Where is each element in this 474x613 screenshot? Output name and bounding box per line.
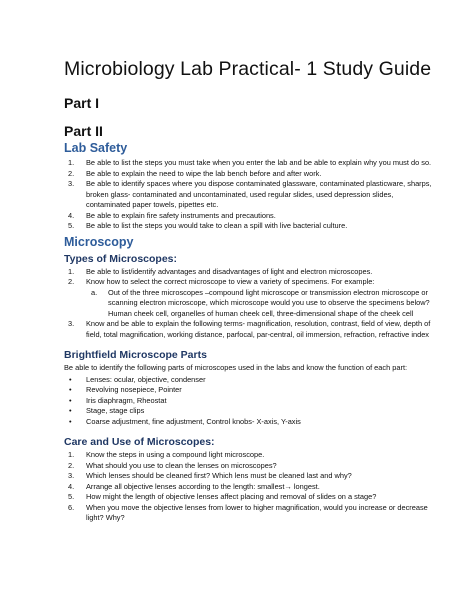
sub-list-item: a. Out of the three microscopes –compound light microscope or transmission electron microscope or scanning electron microscope, which microscope would you use to observe the specimens below? Human cheek cell, organelles of human cheek cell, three-dimensional shape of the cheek cell [91, 287, 430, 318]
list-item: 4. Be able to explain fire safety instruments and precautions. [68, 210, 276, 220]
list-item: • Iris diaphragm, Rheostat [69, 395, 167, 405]
list-item: 2. Know how to select the correct microscope to view a variety of specimens. For example: [68, 277, 375, 286]
types-list [64, 267, 432, 341]
list-item: 5. How might the length of objective lenses affect placing and removal of slides on a stage? [68, 492, 377, 501]
bullet-icon: • [69, 374, 72, 384]
microscopy-heading: Microscopy [64, 234, 134, 249]
list-item: 2. What should you use to clean the lenses on microscopes? [68, 460, 277, 470]
part-1-heading: Part I [64, 95, 100, 111]
list-item: 1. Be able to list the steps you must take when you enter the lab and be able to explain why you must do so. [68, 158, 432, 167]
list-item: 1. Know the steps in using a compound light microscope. [68, 450, 265, 459]
brightfield-intro: Be able to identify the following parts of microscopes used in the labs and know the function of each part: [64, 363, 408, 372]
bullet-icon: • [69, 406, 72, 415]
bullet-icon: • [69, 385, 72, 394]
list-item: • Coarse adjustment, fine adjustment, Control knobs- X-axis, Y-axis [69, 416, 301, 426]
list-item: 2. Be able to explain the need to wipe the lab bench before and after work. [68, 168, 322, 178]
list-item: • Stage, stage clips [69, 406, 145, 415]
bullet-icon: • [69, 416, 72, 426]
list-item: 3. Be able to identify spaces where you dispose contaminated glassware, contaminated plasticware, sharps, broken glass- contaminated and uncontaminated, used regular slides, used depression slides, contaminated paper towels, pipettes etc. [68, 179, 432, 209]
list-item: • Lenses: ocular, objective, condenser [69, 374, 206, 384]
lab-safety-heading: Lab Safety [64, 141, 128, 155]
list-item: 4. Arrange all objective lenses according to the length: smallest→ longest. [68, 481, 320, 491]
list-item: • Revolving nosepiece, Pointer [69, 385, 182, 394]
list-item: 1. Be able to list/identify advantages and disadvantages of light and electron microscopes. [68, 266, 373, 276]
list-item: 3. Which lenses should be cleaned first? Which lens must be cleaned last and why? [68, 471, 352, 480]
document-title: Microbiology Lab Practical- 1 Study Guide [64, 58, 432, 80]
list-item: 6. When you move the objective lenses from lower to higher magnification, would you increase or decrease light? Why? [68, 502, 428, 522]
care-and-use-heading: Care and Use of Microscopes: [64, 436, 215, 448]
part-2-heading: Part II [64, 123, 103, 139]
types-of-microscopes-heading: Types of Microscopes: [64, 252, 177, 265]
brightfield-parts-heading: Brightfield Microscope Parts [64, 349, 207, 361]
care-and-use-list [64, 450, 432, 524]
bullet-icon: • [69, 395, 72, 405]
list-item: 5. Be able to list the steps you would take to clean a spill with live bacterial culture. [68, 221, 348, 230]
brightfield-parts-list [64, 375, 432, 428]
list-item: 3. Know and be able to explain the following terms- magnification, resolution, contrast, field of view, depth of field, total magnification, working distance, parfocal, par-central, oil immersion, refraction, refractive index [68, 319, 431, 339]
lab-safety-list [64, 158, 432, 232]
